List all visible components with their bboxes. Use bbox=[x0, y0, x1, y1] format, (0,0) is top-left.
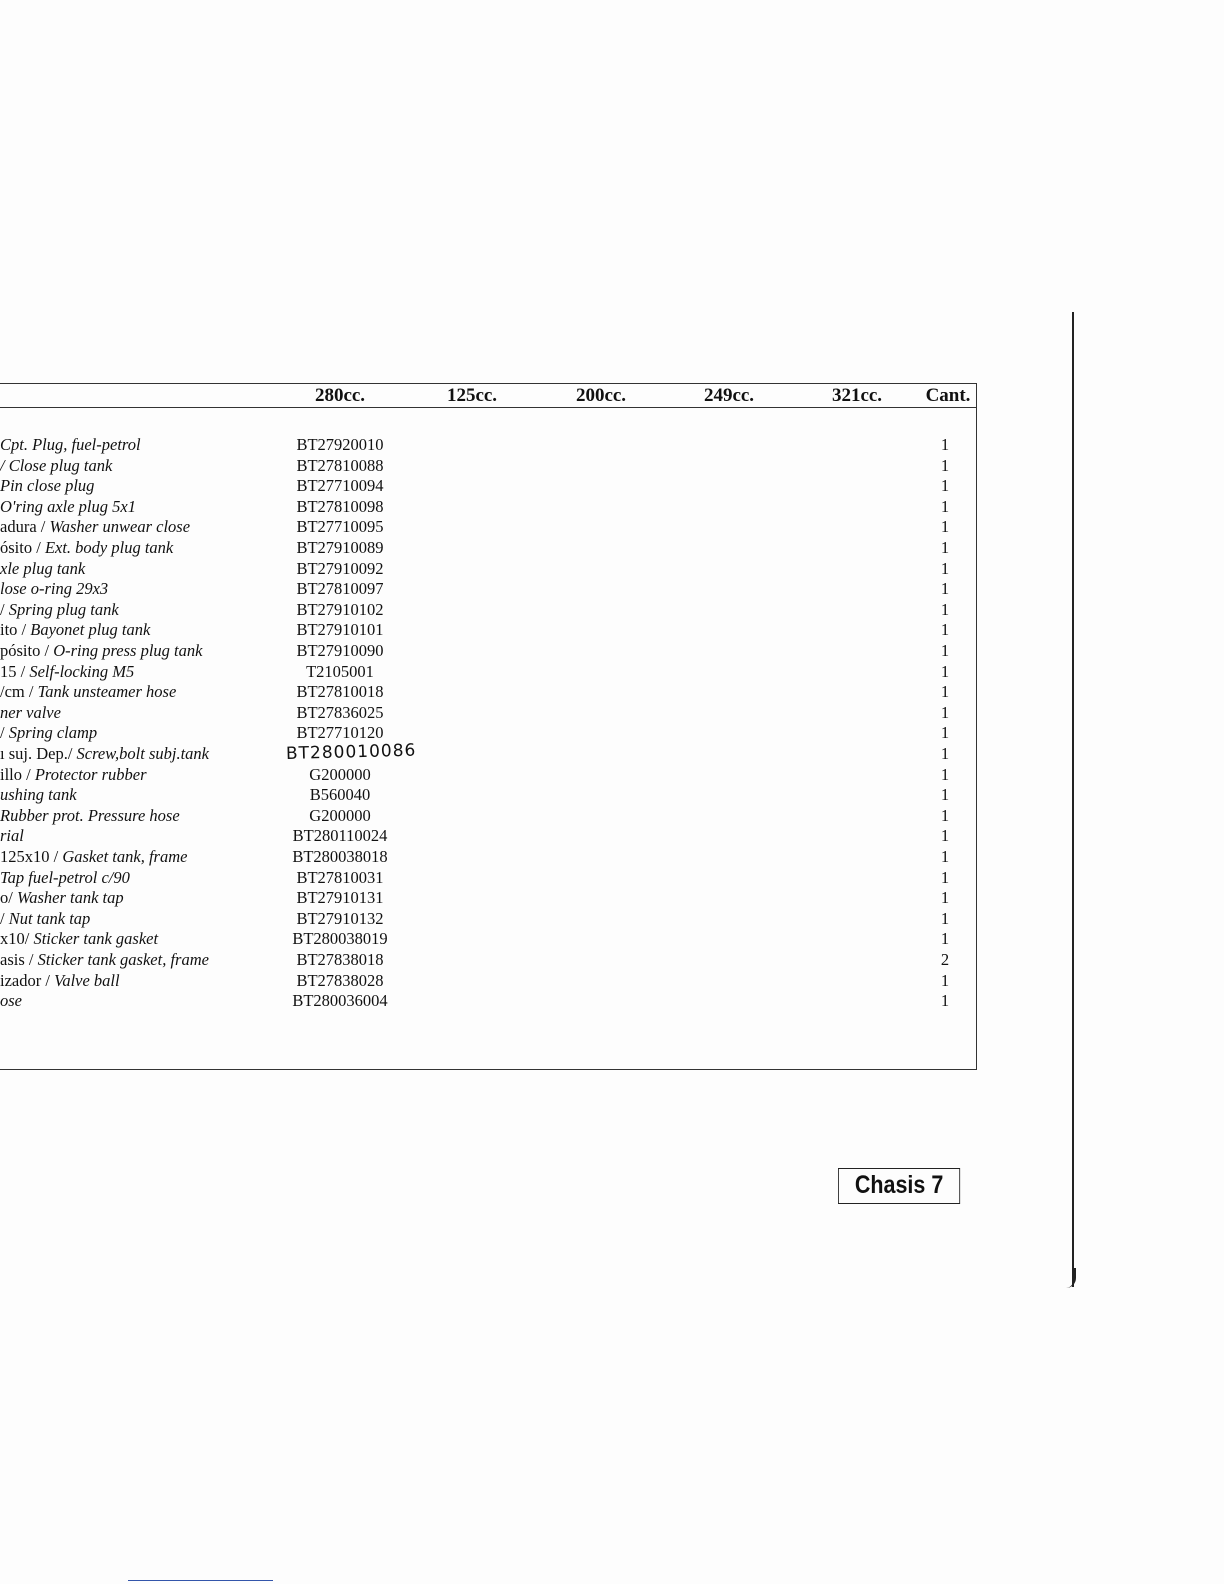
table-row bbox=[0, 826, 977, 846]
part-quantity: 1 bbox=[940, 867, 950, 887]
part-description bbox=[0, 662, 134, 682]
table-row bbox=[0, 559, 977, 579]
part-description-es: o/ bbox=[0, 888, 17, 908]
part-description-en: Screw,bolt subj.tank bbox=[76, 744, 209, 763]
part-code: BT280038019 bbox=[292, 929, 388, 949]
part-description-en: Pin close plug bbox=[0, 476, 95, 496]
part-code: BT27838028 bbox=[296, 970, 384, 990]
part-description bbox=[0, 806, 180, 826]
part-quantity: 1 bbox=[940, 702, 950, 722]
part-description-en: Rubber prot. Pressure hose bbox=[0, 805, 180, 825]
column-header-249cc: 249cc. bbox=[703, 385, 755, 406]
part-quantity: 1 bbox=[940, 476, 950, 496]
part-description-en: Spring clamp bbox=[8, 723, 98, 743]
part-description-es: ito / bbox=[0, 620, 31, 640]
part-description bbox=[0, 826, 24, 846]
part-code: BT27836025 bbox=[296, 702, 384, 722]
part-code: BT27910131 bbox=[296, 888, 384, 908]
part-description bbox=[0, 435, 141, 455]
part-code: BT27910089 bbox=[296, 538, 384, 557]
bottom-rule bbox=[128, 1580, 273, 1581]
part-description bbox=[0, 517, 190, 537]
part-code: G200000 bbox=[309, 805, 371, 825]
table-row bbox=[0, 950, 977, 970]
part-code: BT27710120 bbox=[296, 723, 384, 743]
part-description-es: adura / bbox=[0, 517, 50, 537]
part-code: BT280036004 bbox=[292, 991, 388, 1011]
part-quantity: 1 bbox=[940, 764, 950, 784]
part-code: G200000 bbox=[309, 764, 371, 784]
table-row bbox=[0, 847, 977, 867]
table-row bbox=[0, 909, 977, 929]
part-description-en: Ext. body plug tank bbox=[44, 538, 174, 557]
part-quantity: 2 bbox=[940, 950, 950, 969]
part-description-en: Valve ball bbox=[54, 970, 120, 990]
table-row bbox=[0, 538, 977, 558]
table-row bbox=[0, 682, 977, 702]
part-description-es: 125x10 / bbox=[0, 847, 63, 866]
part-description-en: Gasket tank, frame bbox=[62, 847, 188, 866]
part-quantity: 1 bbox=[940, 558, 950, 578]
table-row bbox=[0, 497, 977, 517]
part-quantity: 1 bbox=[940, 661, 950, 681]
part-description bbox=[0, 950, 209, 970]
part-description-en: Washer tank tap bbox=[16, 888, 124, 908]
part-description-en: Self-locking M5 bbox=[29, 661, 135, 681]
section-badge: Chasis 7 bbox=[838, 1168, 960, 1204]
part-description-es: / bbox=[0, 723, 9, 743]
part-description-en: lose o-ring 29x3 bbox=[0, 579, 109, 599]
part-quantity: 1 bbox=[940, 579, 950, 599]
part-quantity: 1 bbox=[940, 455, 950, 475]
part-description bbox=[0, 744, 209, 764]
part-description bbox=[0, 641, 202, 661]
part-description-es: /cm / bbox=[0, 682, 38, 702]
part-description-es: asis / bbox=[0, 950, 38, 969]
part-description bbox=[0, 991, 22, 1011]
part-description-en: O-ring press plug tank bbox=[53, 641, 203, 660]
part-code: BT27910132 bbox=[296, 908, 384, 928]
part-description-en: Cpt. Plug, fuel-petrol bbox=[0, 435, 141, 454]
part-description-en: Tap fuel-petrol c/90 bbox=[0, 867, 130, 887]
part-description-en: Tank unsteamer hose bbox=[37, 682, 177, 702]
table-row bbox=[0, 600, 977, 620]
part-description-en: xle plug tank bbox=[0, 558, 86, 578]
part-code: BT27810088 bbox=[296, 455, 384, 475]
table-row bbox=[0, 991, 977, 1011]
part-description-en: Bayonet plug tank bbox=[30, 620, 151, 640]
column-header-125cc: 125cc. bbox=[446, 385, 498, 406]
table-row bbox=[0, 703, 977, 723]
part-code: BT280110024 bbox=[292, 826, 388, 846]
part-description bbox=[0, 456, 112, 476]
part-description-en: rial bbox=[0, 826, 24, 846]
part-code: BT27810018 bbox=[296, 682, 384, 702]
part-description-es: ı suj. Dep./ bbox=[0, 744, 77, 763]
part-description-en: ushing tank bbox=[0, 785, 77, 805]
part-description bbox=[0, 847, 187, 867]
part-code: BT27710094 bbox=[296, 476, 384, 496]
part-description bbox=[0, 703, 61, 723]
part-description bbox=[0, 476, 94, 496]
part-code: T2105001 bbox=[306, 661, 374, 681]
column-header-321cc: 321cc. bbox=[831, 385, 883, 406]
part-code: BT27810031 bbox=[296, 867, 384, 887]
table-row bbox=[0, 517, 977, 537]
part-quantity: 1 bbox=[940, 970, 950, 990]
part-quantity: 1 bbox=[940, 908, 950, 928]
part-description bbox=[0, 559, 85, 579]
part-quantity: 1 bbox=[940, 991, 950, 1011]
part-description-en: Protector rubber bbox=[34, 764, 147, 784]
table-row bbox=[0, 641, 977, 661]
part-quantity: 1 bbox=[940, 641, 950, 660]
part-description-es: illo / bbox=[0, 764, 35, 784]
part-description bbox=[0, 497, 136, 517]
part-description bbox=[0, 868, 130, 888]
part-description-en: Nut tank tap bbox=[8, 908, 91, 928]
part-description-es: / bbox=[0, 599, 9, 619]
part-quantity: 1 bbox=[940, 620, 950, 640]
part-description bbox=[0, 765, 147, 785]
part-description bbox=[0, 888, 124, 908]
part-description bbox=[0, 785, 77, 805]
part-description-en: ner valve bbox=[0, 702, 61, 722]
part-description bbox=[0, 579, 108, 599]
part-code: BT27910092 bbox=[296, 558, 384, 578]
part-quantity: 1 bbox=[940, 517, 950, 537]
column-header-200cc: 200cc. bbox=[575, 385, 627, 406]
table-row bbox=[0, 723, 977, 743]
part-description bbox=[0, 909, 90, 929]
part-quantity: 1 bbox=[940, 847, 950, 866]
part-quantity: 1 bbox=[940, 496, 950, 516]
part-code: BT27910090 bbox=[296, 641, 384, 660]
table-row bbox=[0, 929, 977, 949]
part-description bbox=[0, 723, 97, 743]
part-description-es: x10/ bbox=[0, 929, 34, 949]
table-row bbox=[0, 868, 977, 888]
table-row bbox=[0, 435, 977, 455]
part-code: BT280038018 bbox=[292, 847, 388, 866]
part-description-en: Sticker tank gasket bbox=[33, 929, 159, 949]
part-quantity: 1 bbox=[940, 929, 950, 949]
part-description bbox=[0, 620, 150, 640]
table-row bbox=[0, 456, 977, 476]
part-code: B560040 bbox=[309, 785, 371, 805]
table-row bbox=[0, 888, 977, 908]
part-description-en: O'ring axle plug 5x1 bbox=[0, 496, 136, 516]
table-row bbox=[0, 971, 977, 991]
part-description-en: Spring plug tank bbox=[8, 599, 119, 619]
binding-edge-curl bbox=[1066, 1268, 1076, 1288]
part-code: BT27910102 bbox=[296, 599, 384, 619]
part-code: BT27710095 bbox=[296, 517, 384, 537]
part-description-es: / bbox=[0, 908, 9, 928]
table-row bbox=[0, 785, 977, 805]
table-row bbox=[0, 806, 977, 826]
part-description-en: ose bbox=[0, 991, 22, 1011]
part-description bbox=[0, 971, 120, 991]
part-quantity: 1 bbox=[940, 744, 950, 763]
part-description-en: / Close plug tank bbox=[0, 455, 113, 475]
part-description bbox=[0, 538, 173, 558]
part-description-es: 15 / bbox=[0, 661, 30, 681]
part-quantity: 1 bbox=[940, 785, 950, 805]
binding-edge bbox=[1072, 312, 1074, 1287]
part-quantity: 1 bbox=[940, 805, 950, 825]
part-quantity: 1 bbox=[940, 826, 950, 846]
part-quantity: 1 bbox=[940, 538, 950, 557]
table-row bbox=[0, 765, 977, 785]
table-row bbox=[0, 740, 977, 764]
column-header-quantity: Cant. bbox=[925, 385, 971, 406]
table-row bbox=[0, 662, 977, 682]
table-row bbox=[0, 620, 977, 640]
part-description-en: Sticker tank gasket, frame bbox=[37, 950, 209, 969]
column-header-280cc: 280cc. bbox=[314, 385, 366, 406]
part-quantity: 1 bbox=[940, 888, 950, 908]
part-description-es: izador / bbox=[0, 970, 55, 990]
part-description bbox=[0, 929, 158, 949]
header-divider bbox=[0, 407, 977, 408]
part-quantity: 1 bbox=[940, 435, 950, 454]
part-description bbox=[0, 600, 119, 620]
part-code: BT27810098 bbox=[296, 496, 384, 516]
part-quantity: 1 bbox=[940, 682, 950, 702]
part-code: BT27910101 bbox=[296, 620, 384, 640]
part-code: BT27810097 bbox=[296, 579, 384, 599]
part-code: BT280010086 bbox=[285, 740, 417, 764]
part-description-es: pósito / bbox=[0, 641, 54, 660]
table-row bbox=[0, 579, 977, 599]
part-description-en: Washer unwear close bbox=[49, 517, 191, 537]
part-quantity: 1 bbox=[940, 723, 950, 743]
part-description-es: ósito / bbox=[0, 538, 45, 557]
part-code: BT27838018 bbox=[296, 950, 384, 969]
part-quantity: 1 bbox=[940, 599, 950, 619]
part-description bbox=[0, 682, 176, 702]
part-code: BT27920010 bbox=[296, 435, 384, 454]
table-row bbox=[0, 476, 977, 496]
